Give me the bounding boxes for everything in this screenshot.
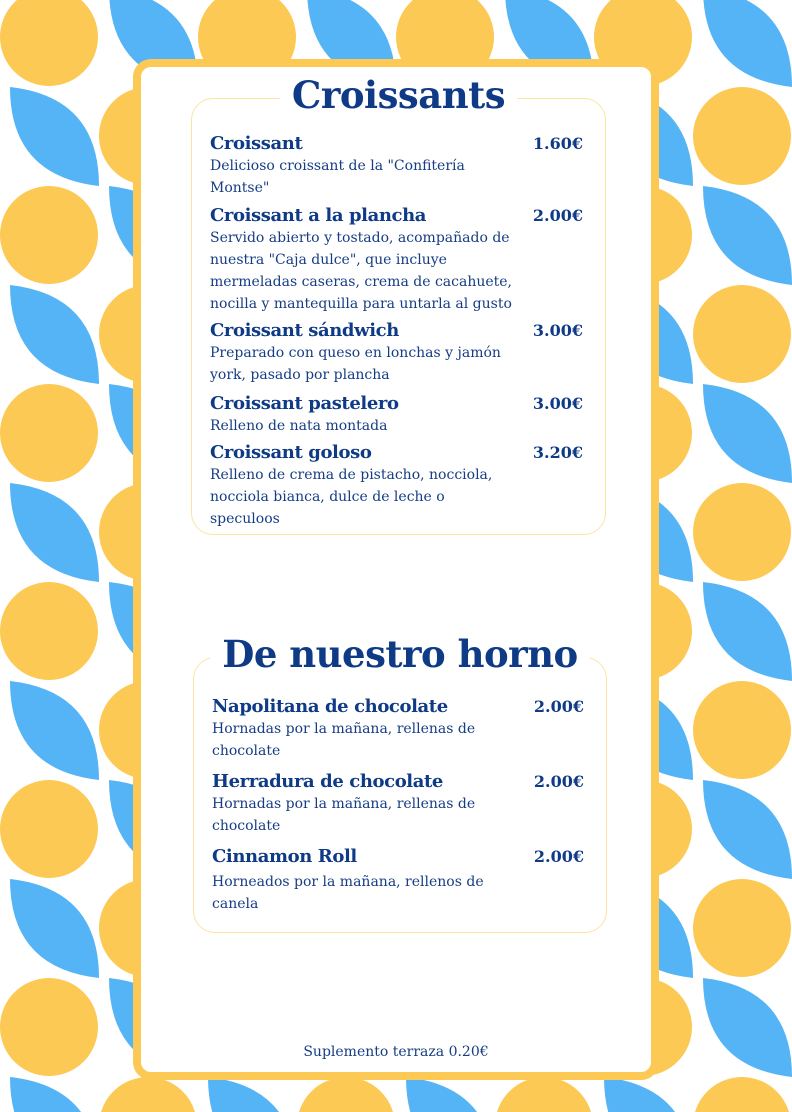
item-description: Horneados por la mañana, rellenos de canela <box>212 874 484 912</box>
pattern-circle <box>0 186 98 284</box>
pattern-leaf <box>10 87 99 186</box>
item-description: Relleno de nata montada <box>210 418 388 434</box>
pattern-leaf <box>703 978 792 1077</box>
pattern-leaf <box>10 879 99 978</box>
pattern-circle <box>0 384 98 482</box>
menu-item <box>212 696 584 762</box>
pattern-circle <box>0 780 98 878</box>
pattern-leaf <box>10 1077 99 1112</box>
horno-title: De nuestro horno <box>194 632 606 676</box>
menu-item <box>210 442 583 530</box>
pattern-leaf <box>604 1077 693 1112</box>
pattern-circle <box>693 285 791 383</box>
item-price: 3.20€ <box>532 443 583 462</box>
item-name: Croissant pastelero <box>210 393 399 414</box>
item-name: Croissant goloso <box>210 442 372 463</box>
item-name: Croissant <box>210 133 303 154</box>
pattern-circle <box>297 1077 395 1112</box>
horno-section <box>193 632 607 933</box>
pattern-leaf <box>10 483 99 582</box>
menu-item <box>210 205 583 315</box>
pattern-circle <box>693 681 791 779</box>
pattern-leaf <box>703 186 792 285</box>
menu-card <box>133 59 659 1080</box>
item-description: Delicioso croissant de la "Confitería Montse" <box>210 158 465 196</box>
item-name: Croissant a la plancha <box>210 205 427 226</box>
item-description: Hornadas por la mañana, rellenas de chocolate <box>212 721 476 759</box>
pattern-circle <box>0 978 98 1076</box>
item-price: 2.00€ <box>532 206 583 225</box>
item-price: 1.60€ <box>532 134 583 153</box>
item-name: Napolitana de chocolate <box>212 696 448 717</box>
pattern-leaf <box>10 285 99 384</box>
pattern-circle <box>0 582 98 680</box>
item-name: Cinnamon Roll <box>212 846 357 867</box>
pattern-leaf <box>703 0 792 87</box>
pattern-circle <box>693 483 791 581</box>
item-description: Preparado con queso en lonchas y jamón york, pasado por plancha <box>210 345 501 383</box>
menu-item <box>212 771 584 837</box>
item-description: Hornadas por la mañana, rellenas de chocolate <box>212 796 476 834</box>
menu-item <box>210 320 583 386</box>
menu-item <box>210 133 583 199</box>
pattern-leaf <box>10 681 99 780</box>
item-price: 2.00€ <box>533 697 584 716</box>
item-price: 3.00€ <box>532 394 583 413</box>
terrace-supplement-note: Suplemento terraza 0.20€ <box>303 1044 489 1060</box>
item-description: Servido abierto y tostado, acompañado de nuestra "Caja dulce", que incluye mermeladas caseras, crema de cacahuete, nocilla y mantequilla para untarla al gusto <box>210 230 513 312</box>
item-price: 2.00€ <box>533 772 584 791</box>
item-description: Relleno de crema de pistacho, nocciola, nocciola bianca, dulce de leche o speculoos <box>210 467 493 527</box>
menu-item <box>210 393 583 437</box>
menu-item <box>212 846 584 915</box>
pattern-leaf <box>406 1077 495 1112</box>
croissants-title: Croissants <box>192 73 605 117</box>
pattern-leaf <box>208 1077 297 1112</box>
pattern-circle <box>693 87 791 185</box>
item-name: Croissant sándwich <box>210 320 399 341</box>
pattern-circle <box>99 1077 197 1112</box>
pattern-circle <box>0 0 98 86</box>
pattern-circle <box>693 1077 791 1112</box>
item-price: 3.00€ <box>532 321 583 340</box>
pattern-leaf <box>703 582 792 681</box>
pattern-circle <box>693 879 791 977</box>
pattern-circle <box>495 1077 593 1112</box>
pattern-leaf <box>703 780 792 879</box>
pattern-leaf <box>703 384 792 483</box>
item-price: 2.00€ <box>533 847 584 866</box>
item-name: Herradura de chocolate <box>212 771 443 792</box>
croissants-section <box>191 73 606 535</box>
